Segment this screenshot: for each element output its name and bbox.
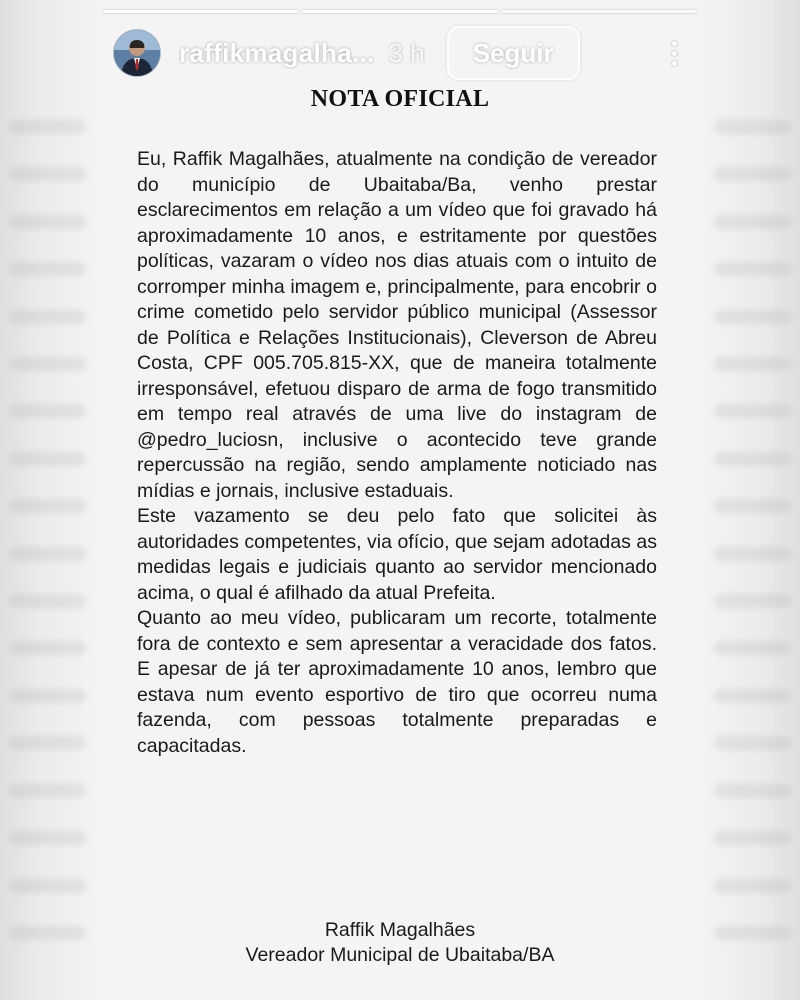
blurred-content xyxy=(10,120,86,940)
more-vertical-icon[interactable] xyxy=(661,33,687,73)
username[interactable]: raffikmagalha... xyxy=(179,37,375,68)
document-paragraph: Quanto ao meu vídeo, publicaram um recorte, totalmente fora de contexto e sem apresentar a veracidade dos fatos. E apesar de já ter aproximadamente 10 anos, lembro que estava num evento esportivo de tiro que ocorreu numa fazenda, com pessoas totalmente preparadas e capacitadas. xyxy=(137,607,657,757)
avatar-image xyxy=(114,30,160,76)
document-body xyxy=(137,147,657,759)
blurred-content xyxy=(714,120,790,940)
story-header xyxy=(113,28,687,78)
follow-button[interactable]: Seguir xyxy=(447,26,580,80)
avatar[interactable] xyxy=(113,29,161,77)
progress-segment xyxy=(502,10,697,13)
signature-name: Raffik Magalhães xyxy=(324,919,476,941)
progress-segment xyxy=(103,10,298,13)
story-progress-bar xyxy=(103,10,697,13)
document-paragraph: Eu, Raffik Magalhães, atualmente na condição de vereador do município de Ubaitaba/Ba, venho prestar esclarecimentos em relação a um vídeo que foi gravado há aproximadamente 10 anos, e estritamente por questões políticas, vazaram o vídeo nos dias atuais com o intuito de corromper minha imagem e, principalmente, para encobrir o crime cometido pelo servidor público municipal (Assessor de Política e Relações Institucionais), Cleverson de Abreu Costa, CPF 005.705.815-XX, que de maneira totalmente irresponsável, efetuou disparo de arma de fogo transmitido em tempo real através de uma live do instagram de @pedro_luciosn, inclusive o acontecido teve grande repercussão na região, sendo amplamente noticiado nas mídias e jornais, inclusive estaduais. xyxy=(137,148,657,502)
signature-role: Vereador Municipal de Ubaitaba/BA xyxy=(245,944,555,966)
previous-story-preview[interactable] xyxy=(0,0,96,1000)
document-title: NOTA OFICIAL xyxy=(310,86,490,112)
document-paragraph: Este vazamento se deu pelo fato que solicitei às autoridades competentes, via ofício, que sejam adotadas as medidas legais e judiciais quanto ao servidor mencionado acima, o qual é afilhado da atual Prefeita. xyxy=(137,505,657,604)
story-card[interactable] xyxy=(95,0,705,1000)
signature-block xyxy=(95,918,705,968)
post-time: 3 h xyxy=(388,37,425,68)
next-story-preview[interactable] xyxy=(704,0,800,1000)
progress-segment xyxy=(302,10,497,13)
